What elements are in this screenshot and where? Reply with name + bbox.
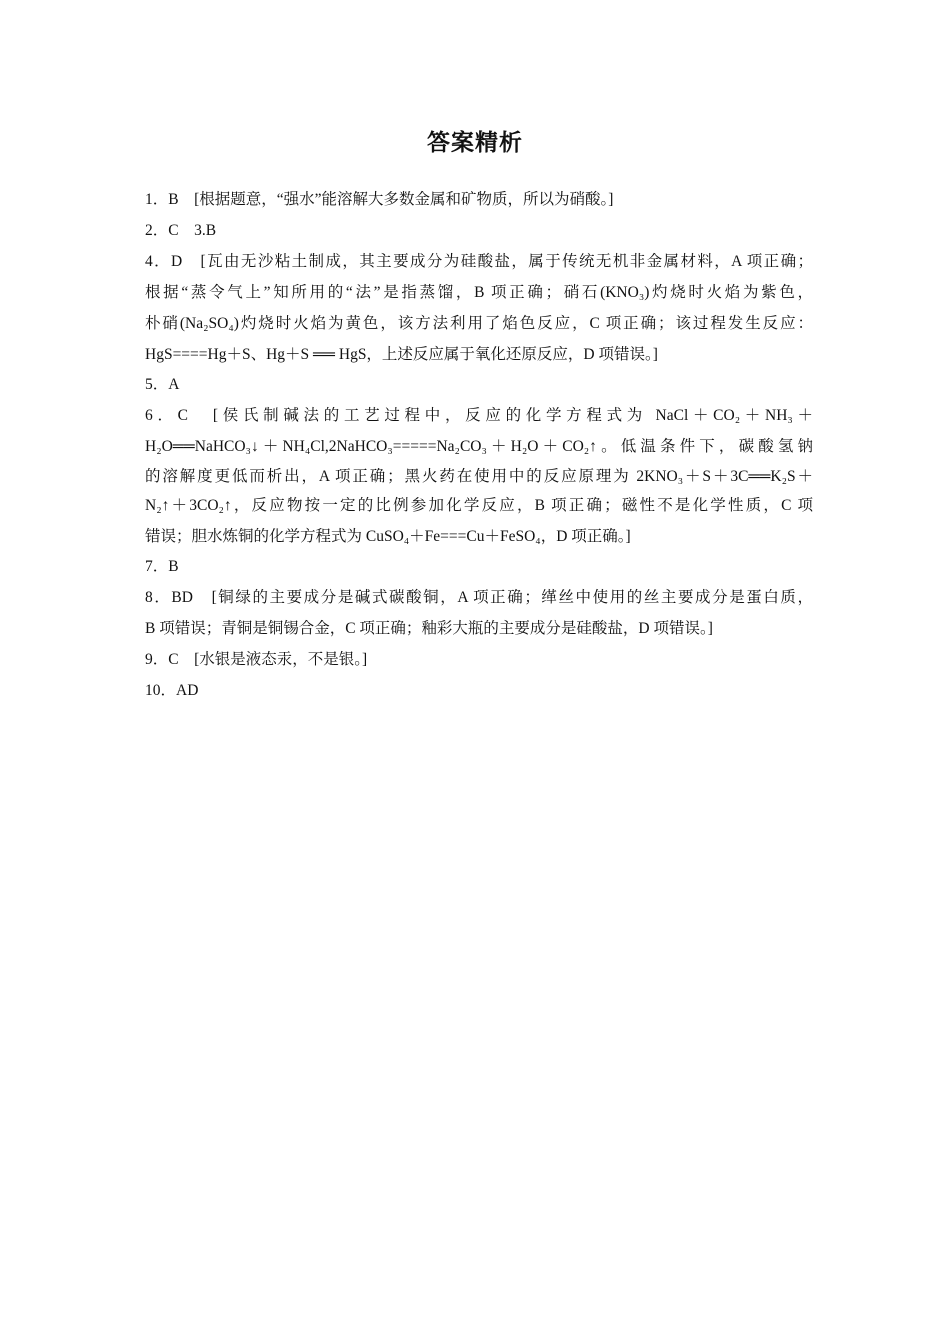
answer-line-6-c: 的溶解度更低而析出，A 项正确；黑火药在使用中的反应原理为 2KNO₃＋S＋3C══K₂S＋ — [145, 468, 813, 485]
answer-line-4-b: 根据“蒸令气上”知所用的“法”是指蒸馏，B 项正确；硝石(KNO₃)灼烧时火焰为紫色， — [145, 284, 813, 301]
answer-line-6-d: N₂↑＋3CO₂↑，反应物按一定的比例参加化学反应，B 项正确；磁性不是化学性质，C 项 — [145, 497, 813, 514]
answer-line-4-c: 朴硝(Na₂SO₄)灼烧时火焰为黄色，该方法利用了焰色反应，C 项正确；该过程发生反应： — [145, 315, 813, 332]
answer-line-8-b: B 项错误；青铜是铜锡合金，C 项正确；釉彩大瓶的主要成分是硅酸盐，D 项错误。] — [145, 620, 713, 637]
answer-line-8-a: 8．BD [铜绿的主要成分是碱式碳酸铜，A 项正确；缂丝中使用的丝主要成分是蛋白质， — [145, 589, 813, 606]
answer-line-6-a: 6．C [侯氏制碱法的工艺过程中，反应的化学方程式为 NaCl＋CO₂＋NH₃＋ — [145, 407, 813, 424]
answer-line-10: 10．AD — [145, 682, 199, 699]
answer-line-1: 1．B [根据题意，“强水”能溶解大多数金属和矿物质，所以为硝酸。] — [145, 191, 614, 208]
answer-line-9: 9．C [水银是液态汞，不是银。] — [145, 651, 368, 668]
answer-line-7: 7．B — [145, 558, 179, 575]
answer-line-6-b: H₂O══NaHCO₃↓＋NH₄Cl,2NaHCO₃=====Na₂CO₃＋H₂O＋CO₂↑。低温条件下，碳酸氢钠 — [145, 438, 813, 455]
page-title: 答案精析 — [427, 130, 523, 156]
answer-line-4-a: 4．D [瓦由无沙粘土制成，其主要成分为硅酸盐，属于传统无机非金属材料，A 项正确； — [145, 253, 813, 270]
answer-line-6-e: 错误；胆水炼铜的化学方程式为 CuSO₄＋Fe===Cu＋FeSO₄，D 项正确。] — [145, 528, 631, 545]
answer-line-5: 5．A — [145, 376, 180, 393]
answer-line-4-d: HgS====Hg＋S、Hg＋S ══ HgS，上述反应属于氧化还原反应，D 项错误。] — [145, 346, 658, 363]
answer-line-2-3: 2．C 3.B — [145, 222, 217, 239]
